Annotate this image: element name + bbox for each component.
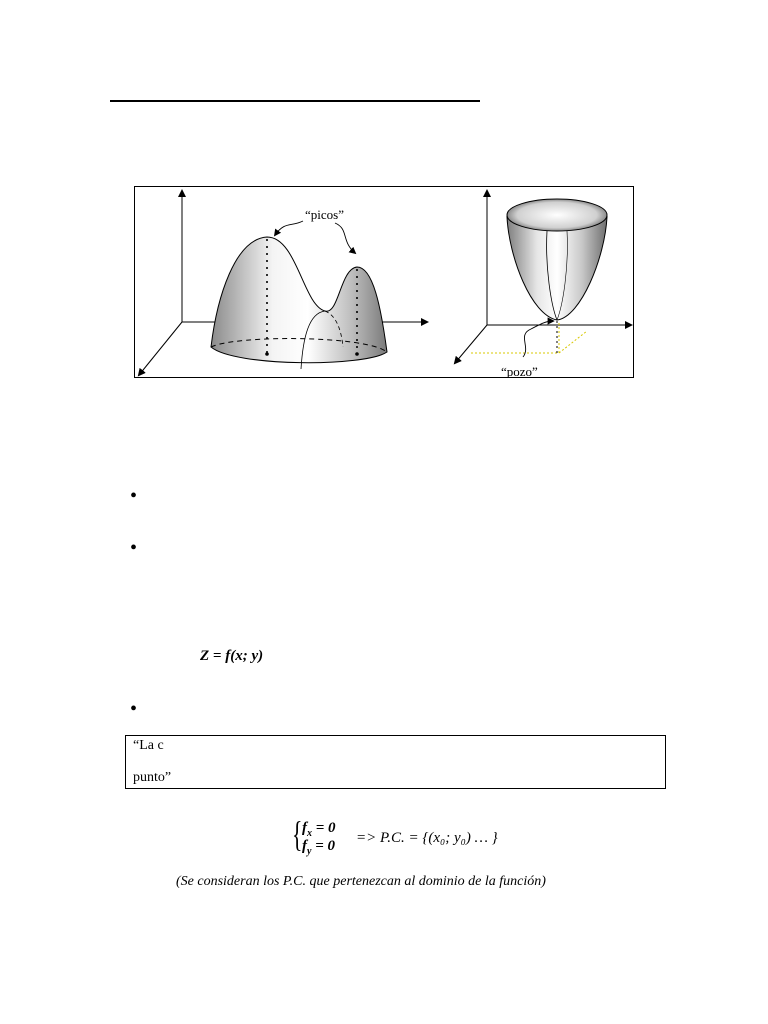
paraboloid-well-surface bbox=[507, 217, 607, 320]
bullet-1: • bbox=[130, 485, 138, 507]
peaks-label: “picos” bbox=[305, 207, 344, 222]
bullet-2: • bbox=[130, 537, 138, 559]
domain-note: (Se consideran los P.C. que pertenezcan al dominio de la función) bbox=[176, 874, 546, 889]
equation-fx: $f_x = 0$ bbox=[302, 820, 336, 839]
definition-box bbox=[125, 735, 666, 789]
figure-peaks-and-well bbox=[134, 186, 634, 378]
system-brace: { bbox=[292, 814, 303, 854]
definition-line-2: punto” bbox=[133, 770, 172, 785]
title-underline bbox=[110, 100, 480, 102]
critical-points-set: => P.C. = {(x₀; y₀) … } bbox=[356, 830, 498, 846]
equation-fy: $f_y = 0$ bbox=[302, 838, 336, 857]
definition-line-1: “La c bbox=[133, 738, 164, 753]
function-definition: Z = f(x; y) bbox=[200, 648, 264, 664]
bullet-3: • bbox=[130, 698, 138, 720]
two-peaks-surface bbox=[211, 237, 387, 363]
surfaces-illustration bbox=[135, 187, 634, 378]
well-label: “pozo” bbox=[501, 364, 538, 379]
